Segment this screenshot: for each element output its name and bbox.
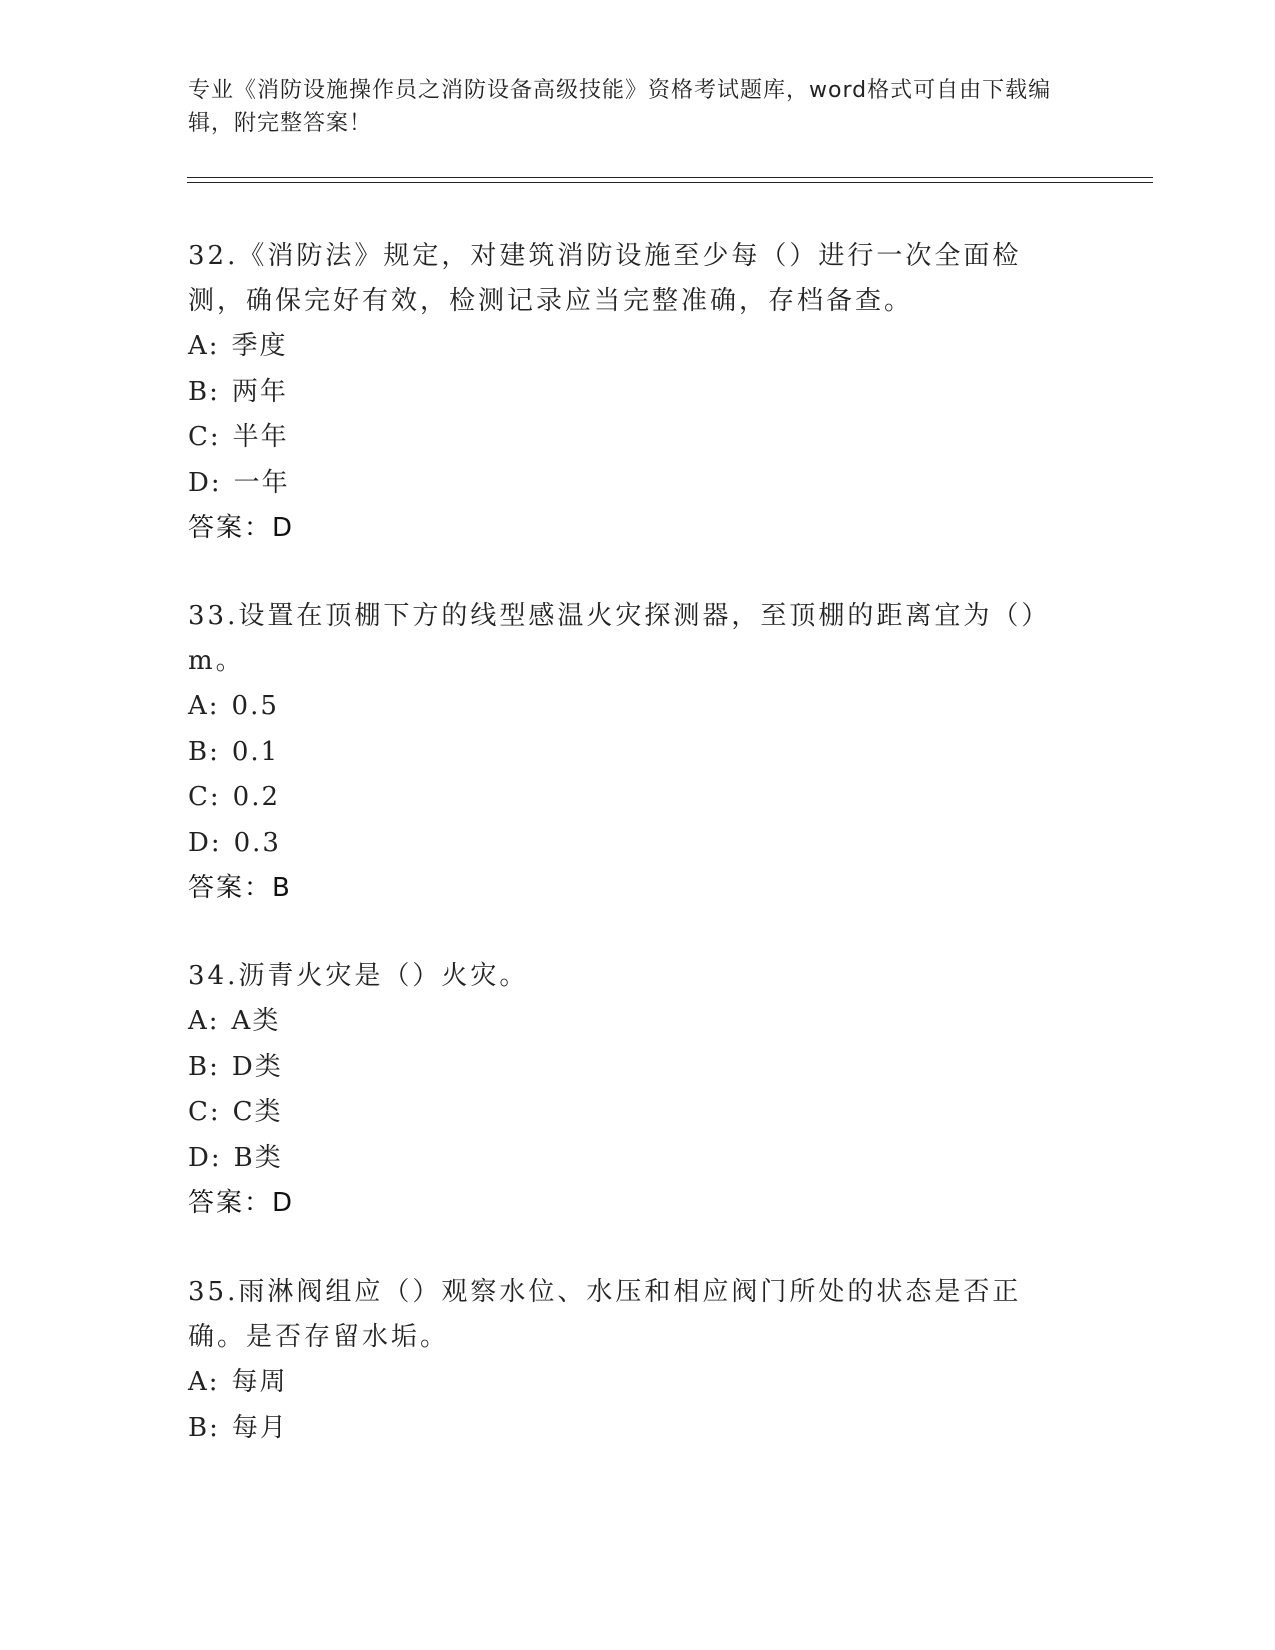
header-divider-top xyxy=(187,177,1153,178)
option-letter: B: xyxy=(188,1051,220,1082)
option-text: 每周 xyxy=(231,1367,288,1397)
option-letter: B: xyxy=(188,1412,220,1443)
option-b xyxy=(188,730,1068,776)
question-stem: 35.雨淋阀组应（）观察水位、水压和相应阀门所处的状态是否正确。是否存留水垢。 xyxy=(188,1277,1022,1352)
option-text: 0.1 xyxy=(231,736,280,767)
question-34 xyxy=(188,954,1068,1226)
option-d xyxy=(188,461,1068,507)
option-text: D类 xyxy=(231,1051,283,1082)
option-letter: A: xyxy=(188,1006,220,1036)
option-text: C类 xyxy=(232,1097,283,1127)
option-c xyxy=(188,775,1068,821)
option-letter: A: xyxy=(188,1367,220,1397)
option-text: 一年 xyxy=(233,467,290,498)
question-33 xyxy=(188,594,1068,911)
option-c xyxy=(188,1090,1068,1136)
option-text: 0.3 xyxy=(233,827,281,858)
option-letter: D: xyxy=(188,467,222,498)
option-text: B类 xyxy=(233,1142,283,1173)
option-a xyxy=(188,1360,1068,1406)
option-b xyxy=(188,370,1068,416)
answer: 答案：B xyxy=(188,873,292,903)
question-stem: 33.设置在顶棚下方的线型感温火灾探测器，至顶棚的距离宜为（）m。 xyxy=(188,601,1051,676)
option-text: 0.5 xyxy=(231,691,279,721)
question-stem: 32.《消防法》规定，对建筑消防设施至少每（）进行一次全面检测，确保完好有效，检测记录应当完整准确，存档备查。 xyxy=(188,241,1022,316)
option-letter: D: xyxy=(188,827,222,858)
question-32 xyxy=(188,234,1068,551)
question-stem: 34.沥青火灾是（）火灾。 xyxy=(188,961,529,991)
document-header: 专业《消防设施操作员之消防设备高级技能》资格考试题库，word格式可自由下载编辑，附完整答案！ xyxy=(188,78,1052,136)
option-c xyxy=(188,415,1068,461)
option-b xyxy=(188,1406,1068,1452)
option-text: 两年 xyxy=(231,376,288,407)
option-a xyxy=(188,324,1068,370)
option-a xyxy=(188,999,1068,1045)
option-text: 0.2 xyxy=(232,782,281,812)
option-letter: C: xyxy=(188,1097,221,1127)
question-35 xyxy=(188,1270,1068,1451)
option-text: 季度 xyxy=(231,331,288,361)
answer: 答案：D xyxy=(188,513,295,543)
header-divider-bottom xyxy=(187,182,1153,183)
option-letter: C: xyxy=(188,422,221,452)
option-letter: A: xyxy=(188,331,220,361)
option-text: A类 xyxy=(231,1006,281,1036)
option-d xyxy=(188,1136,1068,1182)
option-b xyxy=(188,1045,1068,1091)
option-letter: B: xyxy=(188,736,220,767)
option-letter: A: xyxy=(188,691,220,721)
option-text: 半年 xyxy=(232,422,289,452)
option-letter: B: xyxy=(188,376,220,407)
option-letter: C: xyxy=(188,782,221,812)
answer: 答案：D xyxy=(188,1188,295,1218)
option-a xyxy=(188,684,1068,730)
option-letter: D: xyxy=(188,1142,222,1173)
option-text: 每月 xyxy=(231,1412,288,1443)
option-d xyxy=(188,821,1068,867)
